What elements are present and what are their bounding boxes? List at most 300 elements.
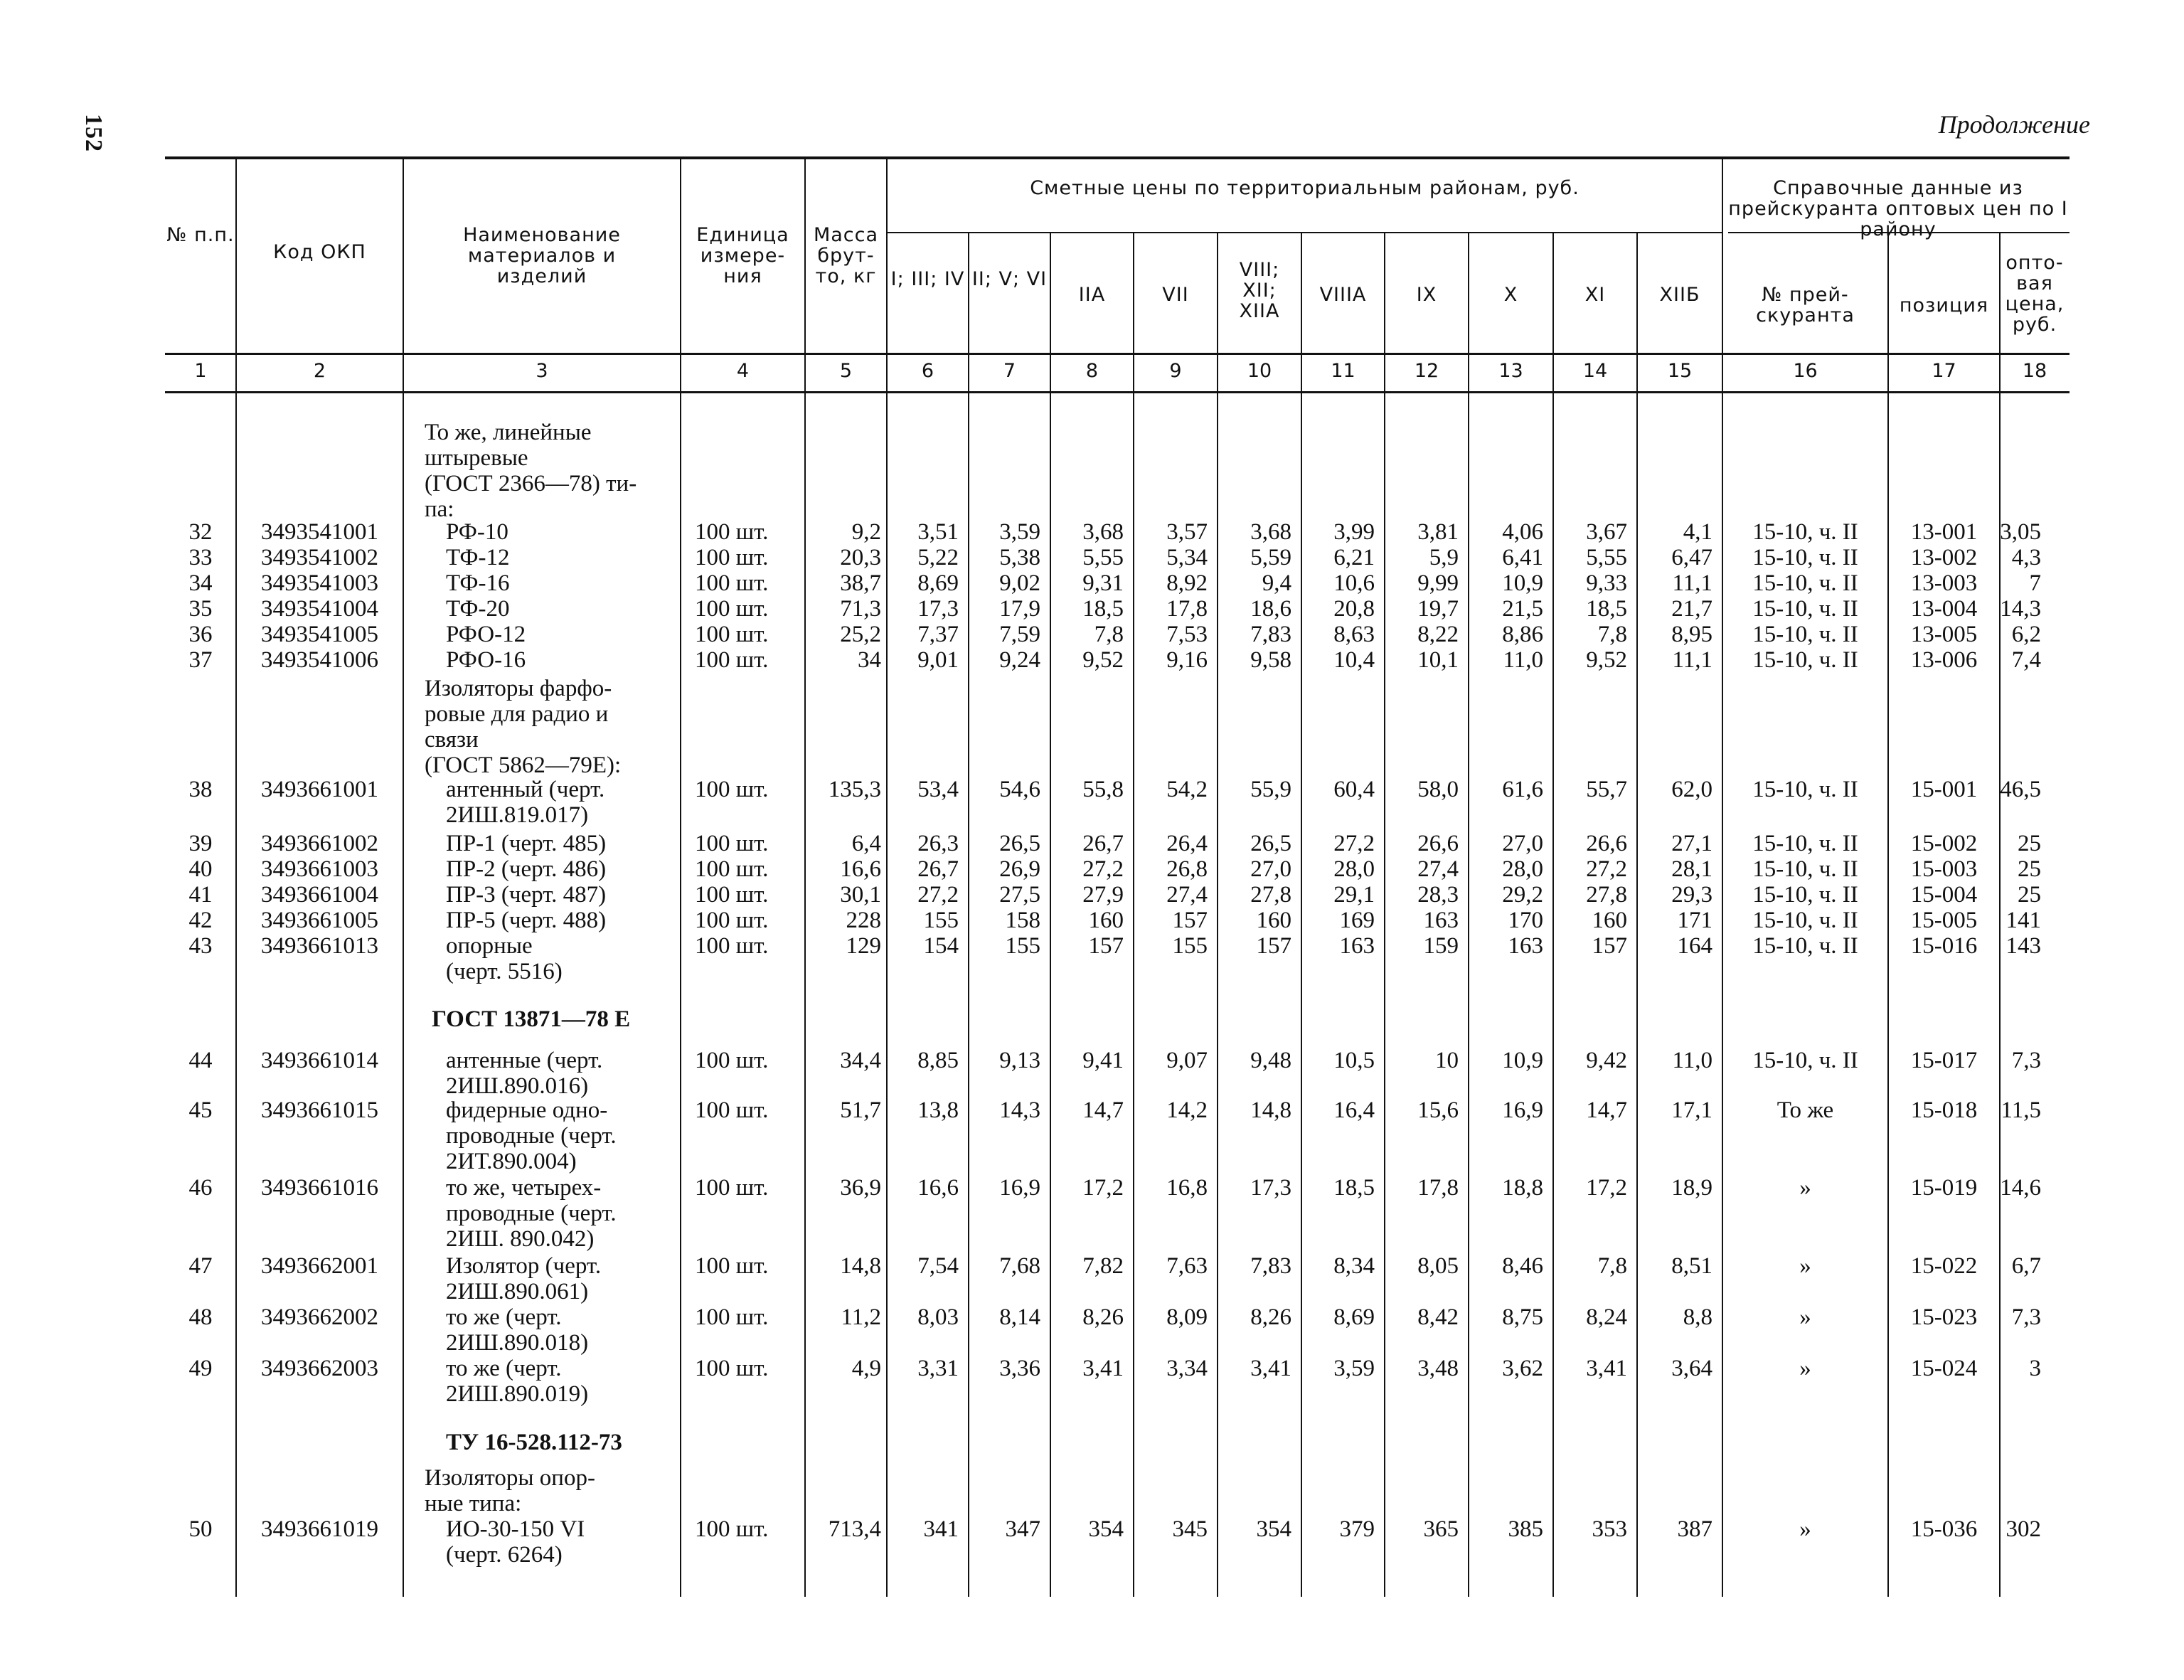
row-number: 43: [188, 933, 213, 959]
region-price: 54,2: [1166, 777, 1208, 802]
region-price: 160: [1256, 908, 1291, 933]
region-price: 17,3: [1250, 1175, 1291, 1201]
region-price: 3,34: [1166, 1356, 1208, 1381]
region-price: 8,34: [1333, 1253, 1375, 1279]
wholesale-price: 4,3: [2011, 545, 2041, 570]
region-price: 58,0: [1417, 777, 1459, 802]
region-price: 16,8: [1166, 1175, 1208, 1201]
subheading-tu: ТУ 16-528.112-73: [446, 1430, 622, 1455]
region-price: 4,06: [1502, 519, 1543, 545]
okp-code: 3493661005: [261, 908, 378, 933]
region-price: 8,85: [917, 1048, 959, 1073]
wholesale-price: 7,3: [2011, 1304, 2041, 1330]
section-intro-text: па:: [425, 496, 454, 522]
wholesale-price: 3: [2029, 1356, 2041, 1381]
region-price: 3,68: [1082, 519, 1124, 545]
region-price: 8,26: [1250, 1304, 1291, 1330]
region-price: 14,2: [1166, 1097, 1208, 1123]
region-price: 387: [1677, 1516, 1712, 1542]
region-price: 27,2: [1082, 856, 1124, 882]
column-number: 15: [1667, 360, 1693, 382]
region-price: 379: [1339, 1516, 1375, 1542]
region-price: 26,8: [1166, 856, 1208, 882]
region-price: 5,55: [1082, 545, 1124, 570]
unit: 100 шт.: [695, 908, 769, 933]
region-price: 9,33: [1586, 570, 1627, 596]
column-number: 3: [536, 360, 548, 382]
column-number: 14: [1582, 360, 1608, 382]
header-bottom-rule: [165, 353, 2070, 355]
pricelist-number: То же: [1777, 1097, 1834, 1123]
item-name: (черт. 6264): [446, 1542, 563, 1568]
okp-code: 3493661002: [261, 831, 378, 856]
region-price: 14,7: [1082, 1097, 1124, 1123]
pricelist-position: 13-002: [1910, 545, 1978, 570]
region-price: 7,68: [999, 1253, 1040, 1279]
header-position: позиция: [1899, 294, 1989, 317]
column-number: 16: [1793, 360, 1818, 382]
gross-mass: 9,2: [851, 519, 881, 545]
row-number: 47: [188, 1253, 213, 1279]
region-price: 3,68: [1250, 519, 1291, 545]
region-price: 14,8: [1250, 1097, 1291, 1123]
header-region: XIIБ: [1659, 284, 1700, 306]
region-price: 9,02: [999, 570, 1040, 596]
region-price: 18,8: [1502, 1175, 1543, 1201]
price-group-rule: [887, 232, 1722, 233]
region-price: 17,2: [1082, 1175, 1124, 1201]
unit: 100 шт.: [695, 622, 769, 647]
region-price: 18,5: [1082, 596, 1124, 622]
okp-code: 3493662001: [261, 1253, 378, 1279]
unit: 100 шт.: [695, 1253, 769, 1279]
wholesale-price: 141: [2005, 908, 2041, 933]
item-name: 2ИТ.890.004): [446, 1149, 577, 1174]
pricelist-position: 15-024: [1910, 1356, 1978, 1381]
region-price: 26,9: [999, 856, 1040, 882]
region-price: 18,9: [1671, 1175, 1712, 1201]
pricelist-number: 15-10, ч. II: [1752, 519, 1858, 545]
gross-mass: 4,9: [851, 1356, 881, 1381]
region-price: 27,2: [1333, 831, 1375, 856]
wholesale-price: 6,2: [2011, 622, 2041, 647]
region-price: 10,9: [1502, 570, 1543, 596]
region-price: 11,1: [1672, 647, 1712, 673]
item-name: опорные: [446, 933, 533, 959]
okp-code: 3493541001: [261, 519, 378, 545]
region-price: 157: [1256, 933, 1291, 959]
row-number: 35: [188, 596, 213, 622]
okp-code: 3493541005: [261, 622, 378, 647]
gross-mass: 30,1: [840, 882, 881, 908]
gross-mass: 6,4: [851, 831, 881, 856]
item-name: то же (черт.: [446, 1356, 562, 1381]
region-price: 171: [1677, 908, 1712, 933]
region-price: 29,2: [1502, 882, 1543, 908]
region-price: 3,81: [1417, 519, 1459, 545]
header-pricelist: № прей- скуранта: [1756, 284, 1855, 326]
wholesale-price: 25: [2018, 856, 2041, 882]
region-price: 16,4: [1333, 1097, 1375, 1123]
pricelist-position: 13-004: [1910, 596, 1978, 622]
region-price: 20,8: [1333, 596, 1375, 622]
region-price: 13,8: [917, 1097, 959, 1123]
region-price: 163: [1508, 933, 1543, 959]
region-price: 16,9: [1502, 1097, 1543, 1123]
unit: 100 шт.: [695, 545, 769, 570]
header-okp: Код ОКП: [273, 241, 366, 263]
region-price: 26,7: [917, 856, 959, 882]
pricelist-number: 15-10, ч. II: [1752, 596, 1858, 622]
region-price: 3,41: [1586, 1356, 1627, 1381]
row-number: 39: [188, 831, 213, 856]
header-unit: Единица измере- ния: [696, 224, 789, 287]
header-region: IIА: [1078, 284, 1106, 306]
gross-mass: 34: [858, 647, 881, 673]
region-price: 170: [1508, 908, 1543, 933]
row-number: 50: [188, 1516, 213, 1542]
header-region: VIIIА: [1319, 284, 1367, 306]
region-price: 62,0: [1671, 777, 1712, 802]
pricelist-position: 15-019: [1910, 1175, 1978, 1201]
region-price: 4,1: [1683, 519, 1712, 545]
pricelist-number: »: [1799, 1516, 1811, 1542]
region-price: 26,7: [1082, 831, 1124, 856]
item-name: (черт. 5516): [446, 959, 563, 984]
item-name: ТФ-12: [446, 545, 510, 570]
region-price: 3,36: [999, 1356, 1040, 1381]
region-price: 9,07: [1166, 1048, 1208, 1073]
header-top-rule: [165, 156, 2070, 159]
item-name: РФО-12: [446, 622, 526, 647]
header-mass: Масса брут- то, кг: [813, 224, 879, 287]
row-number: 48: [188, 1304, 213, 1330]
region-price: 29,3: [1671, 882, 1712, 908]
pricelist-number: 15-10, ч. II: [1752, 777, 1858, 802]
wholesale-price: 46,5: [2000, 777, 2041, 802]
row-number: 41: [188, 882, 213, 908]
region-price: 8,46: [1502, 1253, 1543, 1279]
region-price: 28,1: [1671, 856, 1712, 882]
region-price: 347: [1005, 1516, 1040, 1542]
okp-code: 3493661015: [261, 1097, 378, 1123]
header-region: XI: [1584, 284, 1606, 306]
wholesale-price: 7,4: [2011, 647, 2041, 673]
region-price: 160: [1592, 908, 1627, 933]
item-name: антенный (черт.: [446, 777, 605, 802]
gross-mass: 34,4: [840, 1048, 881, 1073]
header-region: VII: [1162, 284, 1189, 306]
region-price: 169: [1339, 908, 1375, 933]
region-price: 341: [923, 1516, 959, 1542]
region-price: 6,47: [1671, 545, 1712, 570]
region-price: 9,52: [1082, 647, 1124, 673]
pricelist-position: 13-003: [1910, 570, 1978, 596]
wholesale-price: 25: [2018, 831, 2041, 856]
header-reference-group: Справочные данные из прейскуранта оптовых цен по I району: [1728, 177, 2068, 240]
gross-mass: 20,3: [840, 545, 881, 570]
pricelist-position: 15-005: [1910, 908, 1978, 933]
region-price: 28,0: [1333, 856, 1375, 882]
region-price: 8,09: [1166, 1304, 1208, 1330]
page-number: 152: [80, 114, 107, 152]
row-number: 49: [188, 1356, 213, 1381]
item-name: антенные (черт.: [446, 1048, 603, 1073]
region-price: 17,3: [917, 596, 959, 622]
pricelist-number: »: [1799, 1304, 1811, 1330]
region-price: 21,7: [1671, 596, 1712, 622]
region-price: 53,4: [917, 777, 959, 802]
region-price: 27,2: [1586, 856, 1627, 882]
item-name: то же, четырех-: [446, 1175, 602, 1201]
region-price: 27,8: [1250, 882, 1291, 908]
row-number: 37: [188, 647, 213, 673]
pricelist-position: 15-018: [1910, 1097, 1978, 1123]
wholesale-price: 302: [2005, 1516, 2041, 1542]
unit: 100 шт.: [695, 596, 769, 622]
region-price: 10,6: [1333, 570, 1375, 596]
region-price: 157: [1592, 933, 1627, 959]
gross-mass: 16,6: [840, 856, 881, 882]
section-intro-text: То же, линейные: [425, 420, 592, 445]
region-price: 55,7: [1586, 777, 1627, 802]
okp-code: 3493661016: [261, 1175, 378, 1201]
region-price: 21,5: [1502, 596, 1543, 622]
column-number: 8: [1085, 360, 1099, 382]
region-price: 3,64: [1671, 1356, 1712, 1381]
gross-mass: 11,2: [841, 1304, 881, 1330]
pricelist-position: 13-001: [1910, 519, 1978, 545]
region-price: 9,99: [1417, 570, 1459, 596]
okp-code: 3493661014: [261, 1048, 378, 1073]
region-price: 60,4: [1333, 777, 1375, 802]
header-wholesale-price: опто- вая цена, руб.: [2005, 252, 2065, 336]
region-price: 54,6: [999, 777, 1040, 802]
region-price: 8,95: [1671, 622, 1712, 647]
header-region: IX: [1416, 284, 1437, 306]
header-region: I; III; IV: [890, 268, 965, 290]
column-number: 12: [1414, 360, 1439, 382]
row-number: 33: [188, 545, 213, 570]
gross-mass: 228: [846, 908, 881, 933]
header-region: II; V; VI: [971, 268, 1048, 290]
region-price: 354: [1256, 1516, 1291, 1542]
region-price: 6,21: [1333, 545, 1375, 570]
region-price: 8,42: [1417, 1304, 1459, 1330]
region-price: 27,8: [1586, 882, 1627, 908]
column-number: 18: [2022, 360, 2047, 382]
section-support-text: Изоляторы опор-: [425, 1465, 595, 1491]
region-price: 27,4: [1166, 882, 1208, 908]
region-price: 27,0: [1250, 856, 1291, 882]
region-price: 3,51: [917, 519, 959, 545]
pricelist-position: 13-005: [1910, 622, 1978, 647]
region-price: 5,22: [917, 545, 959, 570]
unit: 100 шт.: [695, 1175, 769, 1201]
column-number: 7: [1003, 360, 1016, 382]
region-price: 5,38: [999, 545, 1040, 570]
unit: 100 шт.: [695, 777, 769, 802]
region-price: 160: [1088, 908, 1124, 933]
column-number: 11: [1331, 360, 1355, 382]
region-price: 7,54: [917, 1253, 959, 1279]
pricelist-position: 15-023: [1910, 1304, 1978, 1330]
region-price: 27,5: [999, 882, 1040, 908]
okp-code: 3493661003: [261, 856, 378, 882]
region-price: 9,52: [1586, 647, 1627, 673]
row-number: 34: [188, 570, 213, 596]
region-price: 29,1: [1333, 882, 1375, 908]
region-price: 5,59: [1250, 545, 1291, 570]
region-price: 9,31: [1082, 570, 1124, 596]
region-price: 3,62: [1502, 1356, 1543, 1381]
item-name: ПР-2 (черт. 486): [446, 856, 607, 882]
section-porcelain-text: связи: [425, 727, 479, 753]
unit: 100 шт.: [695, 831, 769, 856]
pricelist-position: 15-001: [1910, 777, 1978, 802]
row-number: 40: [188, 856, 213, 882]
header-no: № п.п.: [166, 224, 235, 246]
region-price: 7,8: [1094, 622, 1124, 647]
row-number: 32: [188, 519, 213, 545]
region-price: 17,9: [999, 596, 1040, 622]
region-price: 27,1: [1671, 831, 1712, 856]
region-price: 385: [1508, 1516, 1543, 1542]
region-price: 55,9: [1250, 777, 1291, 802]
region-price: 3,48: [1417, 1356, 1459, 1381]
item-name: ТФ-16: [446, 570, 510, 596]
unit: 100 шт.: [695, 1097, 769, 1123]
unit: 100 шт.: [695, 1048, 769, 1073]
item-name: 2ИШ.890.018): [446, 1330, 589, 1356]
region-price: 61,6: [1502, 777, 1543, 802]
region-price: 8,86: [1502, 622, 1543, 647]
item-name: 2ИШ.890.016): [446, 1073, 589, 1099]
region-price: 27,9: [1082, 882, 1124, 908]
item-name: ИО-30-150 VI: [446, 1516, 585, 1542]
region-price: 8,26: [1082, 1304, 1124, 1330]
pricelist-number: 15-10, ч. II: [1752, 882, 1858, 908]
section-support-text: ные типа:: [425, 1491, 522, 1516]
region-price: 7,53: [1166, 622, 1208, 647]
wholesale-price: 3,05: [2000, 519, 2041, 545]
pricelist-number: 15-10, ч. II: [1752, 545, 1858, 570]
row-number: 46: [188, 1175, 213, 1201]
pricelist-number: »: [1799, 1175, 1811, 1201]
item-name: РФО-16: [446, 647, 526, 673]
header-region: VIII; XII; XIIА: [1239, 259, 1280, 322]
region-price: 158: [1005, 908, 1040, 933]
wholesale-price: 7: [2029, 570, 2041, 596]
row-number: 42: [188, 908, 213, 933]
region-price: 7,8: [1597, 1253, 1627, 1279]
region-price: 26,5: [1250, 831, 1291, 856]
column-number: 10: [1247, 360, 1272, 382]
region-price: 8,92: [1166, 570, 1208, 596]
region-price: 16,9: [999, 1175, 1040, 1201]
pricelist-position: 15-022: [1910, 1253, 1978, 1279]
region-price: 10,4: [1333, 647, 1375, 673]
region-price: 8,14: [999, 1304, 1040, 1330]
gross-mass: 51,7: [840, 1097, 881, 1123]
region-price: 159: [1423, 933, 1459, 959]
item-name: фидерные одно-: [446, 1097, 608, 1123]
okp-code: 3493661001: [261, 777, 378, 802]
pricelist-number: 15-10, ч. II: [1752, 647, 1858, 673]
region-price: 365: [1423, 1516, 1459, 1542]
region-price: 7,83: [1250, 622, 1291, 647]
pricelist-number: »: [1799, 1356, 1811, 1381]
region-price: 7,82: [1082, 1253, 1124, 1279]
region-price: 19,7: [1417, 596, 1459, 622]
item-name: проводные (черт.: [446, 1201, 617, 1226]
region-price: 9,48: [1250, 1048, 1291, 1073]
wholesale-price: 143: [2005, 933, 2041, 959]
header-prices-group: Сметные цены по территориальным районам, руб.: [1030, 177, 1580, 199]
region-price: 163: [1423, 908, 1459, 933]
region-price: 15,6: [1417, 1097, 1459, 1123]
region-price: 157: [1088, 933, 1124, 959]
region-price: 6,41: [1502, 545, 1543, 570]
region-price: 17,8: [1166, 596, 1208, 622]
okp-code: 3493541002: [261, 545, 378, 570]
okp-code: 3493541004: [261, 596, 378, 622]
region-price: 8,24: [1586, 1304, 1627, 1330]
region-price: 17,8: [1417, 1175, 1459, 1201]
region-price: 3,99: [1333, 519, 1375, 545]
region-price: 18,6: [1250, 596, 1291, 622]
region-price: 354: [1088, 1516, 1124, 1542]
region-price: 8,22: [1417, 622, 1459, 647]
region-price: 9,4: [1262, 570, 1291, 596]
okp-code: 3493662002: [261, 1304, 378, 1330]
item-name: Изолятор (черт.: [446, 1253, 602, 1279]
region-price: 10,5: [1333, 1048, 1375, 1073]
pricelist-position: 13-006: [1910, 647, 1978, 673]
pricelist-number: 15-10, ч. II: [1752, 933, 1858, 959]
price-table: [165, 156, 2070, 1597]
region-price: 7,63: [1166, 1253, 1208, 1279]
pricelist-position: 15-004: [1910, 882, 1978, 908]
column-number: 9: [1169, 360, 1182, 382]
unit: 100 шт.: [695, 1304, 769, 1330]
pricelist-number: 15-10, ч. II: [1752, 1048, 1858, 1073]
wholesale-price: 14,6: [2000, 1175, 2041, 1201]
unit: 100 шт.: [695, 856, 769, 882]
wholesale-price: 25: [2018, 882, 2041, 908]
okp-code: 3493661004: [261, 882, 378, 908]
pricelist-position: 15-017: [1910, 1048, 1978, 1073]
region-price: 3,41: [1082, 1356, 1124, 1381]
region-price: 26,6: [1417, 831, 1459, 856]
region-price: 10,1: [1417, 647, 1459, 673]
item-name: ПР-1 (черт. 485): [446, 831, 607, 856]
region-price: 26,5: [999, 831, 1040, 856]
region-price: 5,34: [1166, 545, 1208, 570]
item-name: 2ИШ.819.017): [446, 802, 589, 828]
region-price: 8,75: [1502, 1304, 1543, 1330]
region-price: 9,58: [1250, 647, 1291, 673]
gross-mass: 135,3: [828, 777, 881, 802]
region-price: 26,3: [917, 831, 959, 856]
okp-code: 3493541003: [261, 570, 378, 596]
item-name: то же (черт.: [446, 1304, 562, 1330]
region-price: 11,1: [1672, 570, 1712, 596]
region-price: 27,0: [1502, 831, 1543, 856]
unit: 100 шт.: [695, 647, 769, 673]
okp-code: 3493541006: [261, 647, 378, 673]
item-name: ПР-5 (черт. 488): [446, 908, 607, 933]
